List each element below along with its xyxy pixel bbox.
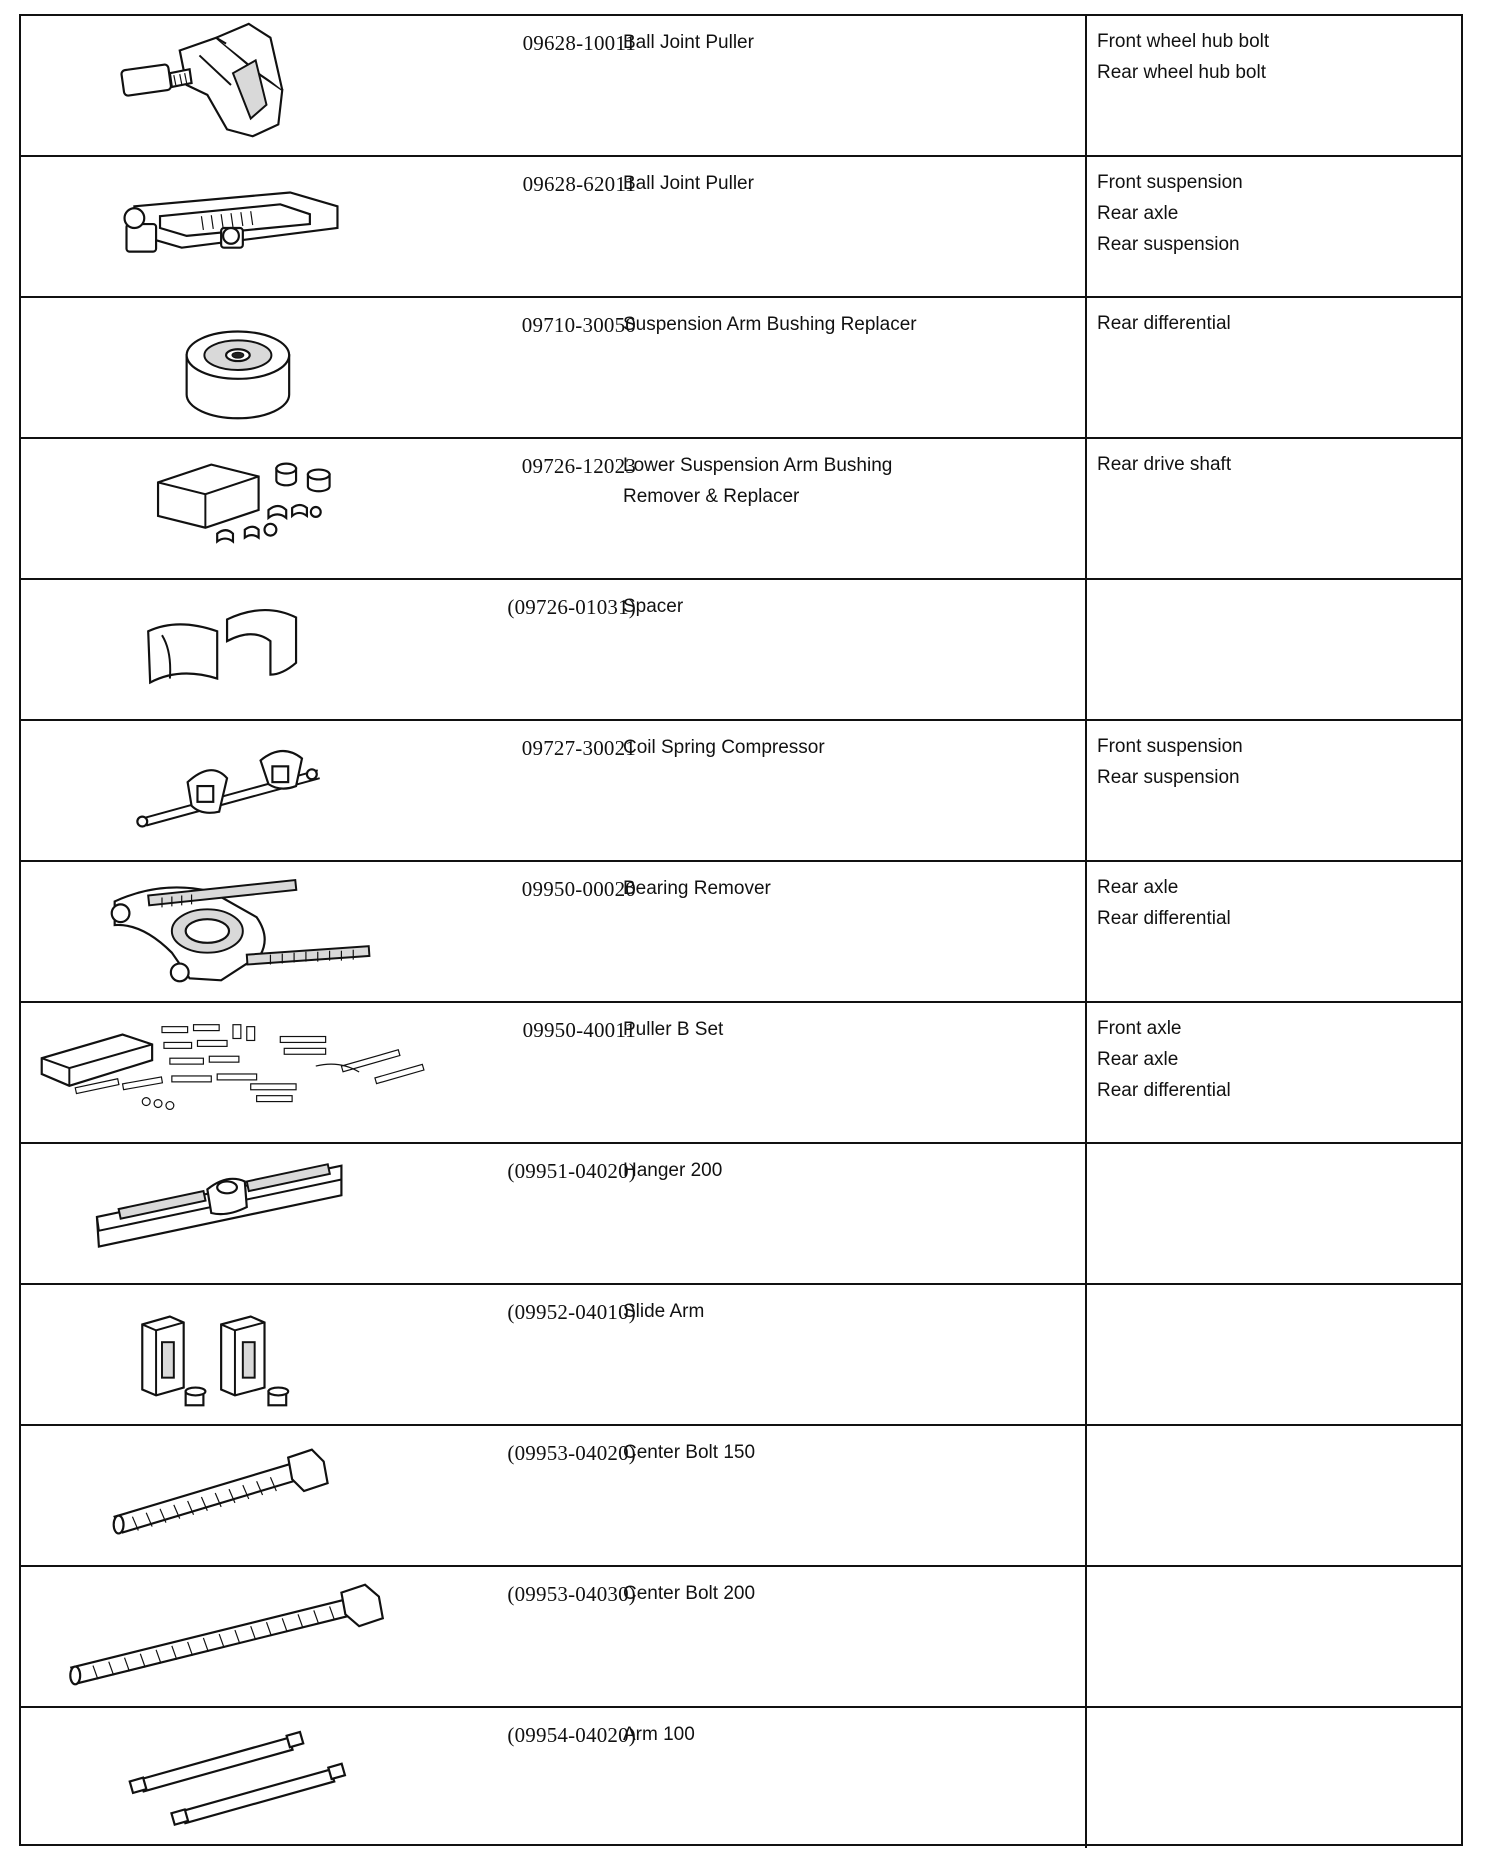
tool-name [623, 27, 1063, 58]
tool-use: Rear suspension [1097, 767, 1240, 788]
part-number: 09628-10011 [522, 31, 636, 55]
part-number: (09953-04030) [507, 1582, 636, 1606]
tool-name [623, 591, 1063, 622]
tool-name-line: Center Bolt 200 [623, 1583, 756, 1604]
tool-name-line: Ball Joint Puller [623, 32, 754, 53]
tool-name-line: Ball Joint Puller [623, 173, 754, 194]
tool-name-line: Coil Spring Compressor [623, 737, 825, 758]
table-row [21, 16, 1461, 157]
tool-uses [1085, 1567, 1463, 1706]
tool-name-line: Suspension Arm Bushing Replacer [623, 314, 917, 335]
tool-name-line: Lower Suspension Arm Bushing [623, 455, 893, 476]
tool-use: Front suspension [1097, 172, 1243, 193]
tool-use: Rear differential [1097, 908, 1231, 929]
tool-use: Rear axle [1097, 203, 1179, 224]
tool-use: Rear suspension [1097, 234, 1240, 255]
spacer-halves-illustration [21, 580, 441, 719]
tool-name [623, 168, 1063, 199]
table-row [21, 439, 1461, 580]
table-row [21, 1144, 1461, 1285]
tool-uses [1085, 1708, 1463, 1848]
table-row [21, 1285, 1461, 1426]
bushing-replacer-cup-illustration [21, 298, 441, 437]
part-number: 09727-30021 [521, 736, 636, 760]
puller-b-set-illustration [21, 1003, 441, 1142]
center-bolt-long-illustration [21, 1567, 441, 1706]
center-bolt-short-illustration [21, 1426, 441, 1565]
tool-use: Front suspension [1097, 736, 1243, 757]
table-row [21, 721, 1461, 862]
part-number: (09954-04020) [507, 1723, 636, 1747]
part-number: 09726-12023 [521, 454, 636, 478]
table-row [21, 1003, 1461, 1144]
part-number: (09726-01031) [507, 595, 636, 619]
tool-name [623, 1719, 1063, 1750]
tool-name-line: Remover & Replacer [623, 486, 800, 507]
ball-joint-puller-frame-illustration [21, 157, 441, 296]
part-number: (09953-04020) [507, 1441, 636, 1465]
tool-uses [1085, 721, 1463, 860]
tool-uses [1085, 1144, 1463, 1283]
bearing-remover-illustration [21, 862, 441, 1001]
tool-name [623, 1578, 1063, 1609]
tool-uses [1085, 157, 1463, 296]
tool-use: Rear drive shaft [1097, 454, 1232, 475]
tool-name [623, 873, 1063, 904]
table-row [21, 1708, 1461, 1848]
tool-name-line: Bearing Remover [623, 878, 771, 899]
tool-use: Rear wheel hub bolt [1097, 62, 1266, 83]
part-number: (09951-04020) [507, 1159, 636, 1183]
slide-arm-illustration [21, 1285, 441, 1424]
special-service-tools-table [19, 14, 1463, 1846]
table-row [21, 157, 1461, 298]
tool-name-line: Arm 100 [623, 1724, 695, 1745]
tool-name-line: Center Bolt 150 [623, 1442, 756, 1463]
hanger-illustration [21, 1144, 441, 1283]
tool-name-line: Puller B Set [623, 1019, 724, 1040]
tool-name [623, 1296, 1063, 1327]
tool-uses [1085, 16, 1463, 155]
tool-name [623, 450, 1063, 512]
tool-uses [1085, 1426, 1463, 1565]
tool-name [623, 1014, 1063, 1045]
tool-uses [1085, 298, 1463, 437]
part-number: 09710-30050 [521, 313, 636, 337]
part-number: (09952-04010) [507, 1300, 636, 1324]
tool-name [623, 1437, 1063, 1468]
tool-use: Rear axle [1097, 1049, 1179, 1070]
tool-name-line: Hanger 200 [623, 1160, 723, 1181]
tool-uses [1085, 1285, 1463, 1424]
table-row [21, 1567, 1461, 1708]
bushing-kit-illustration [21, 439, 441, 578]
table-row [21, 580, 1461, 721]
tool-name [623, 309, 1063, 340]
arm-rods-illustration [21, 1708, 441, 1848]
tool-use: Rear differential [1097, 1080, 1231, 1101]
table-row [21, 862, 1461, 1003]
ball-joint-puller-c-illustration [21, 16, 441, 155]
tool-uses [1085, 439, 1463, 578]
part-number: 09950-00020 [521, 877, 636, 901]
part-number: 09628-62011 [522, 172, 636, 196]
tool-name [623, 1155, 1063, 1186]
table-row [21, 1426, 1461, 1567]
tool-use: Front wheel hub bolt [1097, 31, 1270, 52]
table-row [21, 298, 1461, 439]
part-number: 09950-40011 [522, 1018, 636, 1042]
tool-name [623, 732, 1063, 763]
tool-use: Front axle [1097, 1018, 1182, 1039]
coil-spring-compressor-illustration [21, 721, 441, 860]
tool-uses [1085, 862, 1463, 1001]
tool-use: Rear differential [1097, 313, 1231, 334]
tool-uses [1085, 580, 1463, 719]
tool-name-line: Spacer [623, 596, 684, 617]
tool-uses [1085, 1003, 1463, 1142]
tool-name-line: Slide Arm [623, 1301, 705, 1322]
tool-use: Rear axle [1097, 877, 1179, 898]
